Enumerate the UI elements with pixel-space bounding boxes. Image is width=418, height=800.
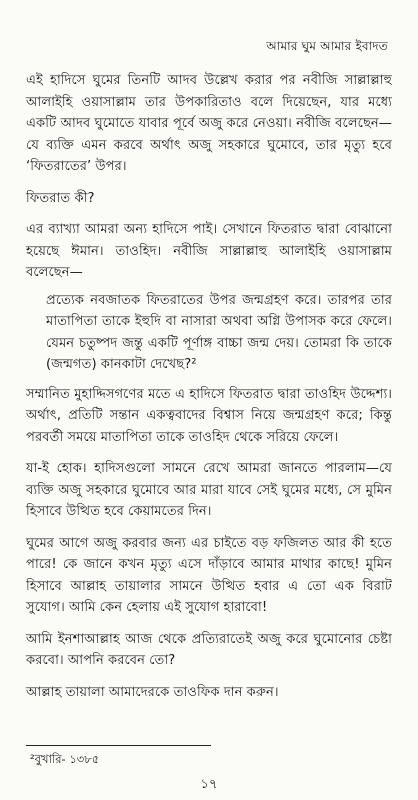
section-heading: ফিতরাত কী? [26,190,95,206]
paragraph: সম্মানিত মুহাদ্দিসগণের মতে এ হাদিসে ফিতরাত দ্বারা তাওহিদ উদ্দেশ্য। অর্থাৎ, প্রতিটি সন্তান একত্ববাদের বিশ্বাস নিয়ে জন্মগ্রহণ করে; কিন্তু পরবর্তী সময়ে মাতাপিতা তাকে তাওহিদ থেকে সরিয়ে ফেলে। [26,386,392,445]
page-body [26,70,392,713]
page-number: ১৭ [200,777,218,792]
paragraph: আমি ইনশাআল্লাহ আজ থেকে প্রত্যিরাতেই অজু করে ঘুমোনোর চেষ্টা করবো। আপনি করবেন তো? [26,631,392,668]
paragraph: যা-ই হোক। হাদিসগুলো সামনে রেখে আমরা জানতে পারলাম—যে ব্যক্তি অজু সহকারে ঘুমোবে আর মারা যাবে সেই ঘুমের মধ্যে, সে মুমিন হিসাবে উত্থিত হবে কেয়ামতের দিন। [26,461,392,519]
paragraph: এর ব্যাখ্যা আমরা অন্য হাদিসে পাই। সেখানে ফিতরাত দ্বারা বোঝানো হয়েছে ঈমান। তাওহিদ। নবীজি সাল্লাল্লাহু আলাইহি ওয়াসাল্লাম বলেছেন— [26,222,392,280]
hadith-quote: প্রত্যেক নবজাতক ফিতরাতের উপর জন্মগ্রহণ করে। তারপর তার মাতাপিতা তাকে ইহুদি বা নাসারা অথবা অগ্নি উপাসক করে ফেলে। যেমন চতুষ্পদ জন্তু একটি পূর্ণাঙ্গ বাচ্চা জন্ম দেয়। তোমরা কি তাকে (জন্মগত) কানকাটা দেখেছ?² [46,292,392,372]
paragraph: এই হাদিসে ঘুমের তিনটি আদব উল্লেখ করার পর নবীজি সাল্লাল্লাহু আলাইহি ওয়াসাল্লাম তার উপকারিতাও বলে দিয়েছেন, যার মধ্যে একটি আদব ঘুমোতে যাবার পূর্বে অজু করে নেওয়া। নবীজি বলেছেন—যে ব্যক্তি এমন করবে অর্থাৎ অজু সহকারে ঘুমোবে, তার মৃত্যু হবে ‘ফিতরাতের’ উপর। [26,73,392,174]
footnote-divider [26,745,211,746]
running-header: আমার ঘুম আমার ইবাদত [266,39,388,53]
footnote: ²বুখারি- ১৩৮৫ [30,752,100,766]
paragraph: ঘুমের আগে অজু করবার জন্য এর চাইতে বড় ফজিলত আর কী হতে পারে! কে জানে কখন মৃত্যু এসে দাঁড়াবে আমার মাথার কাছে! মুমিন হিসাবে আল্লাহ তায়ালার সামনে উত্থিত হবার এ তো এক বিরাট সুযোগ। আমি কেন হেলায় এই সুযোগ হারাবো! [26,535,392,615]
paragraph: আল্লাহ তায়ালা আমাদেরকে তাওফিক দান করুন। [26,684,279,700]
